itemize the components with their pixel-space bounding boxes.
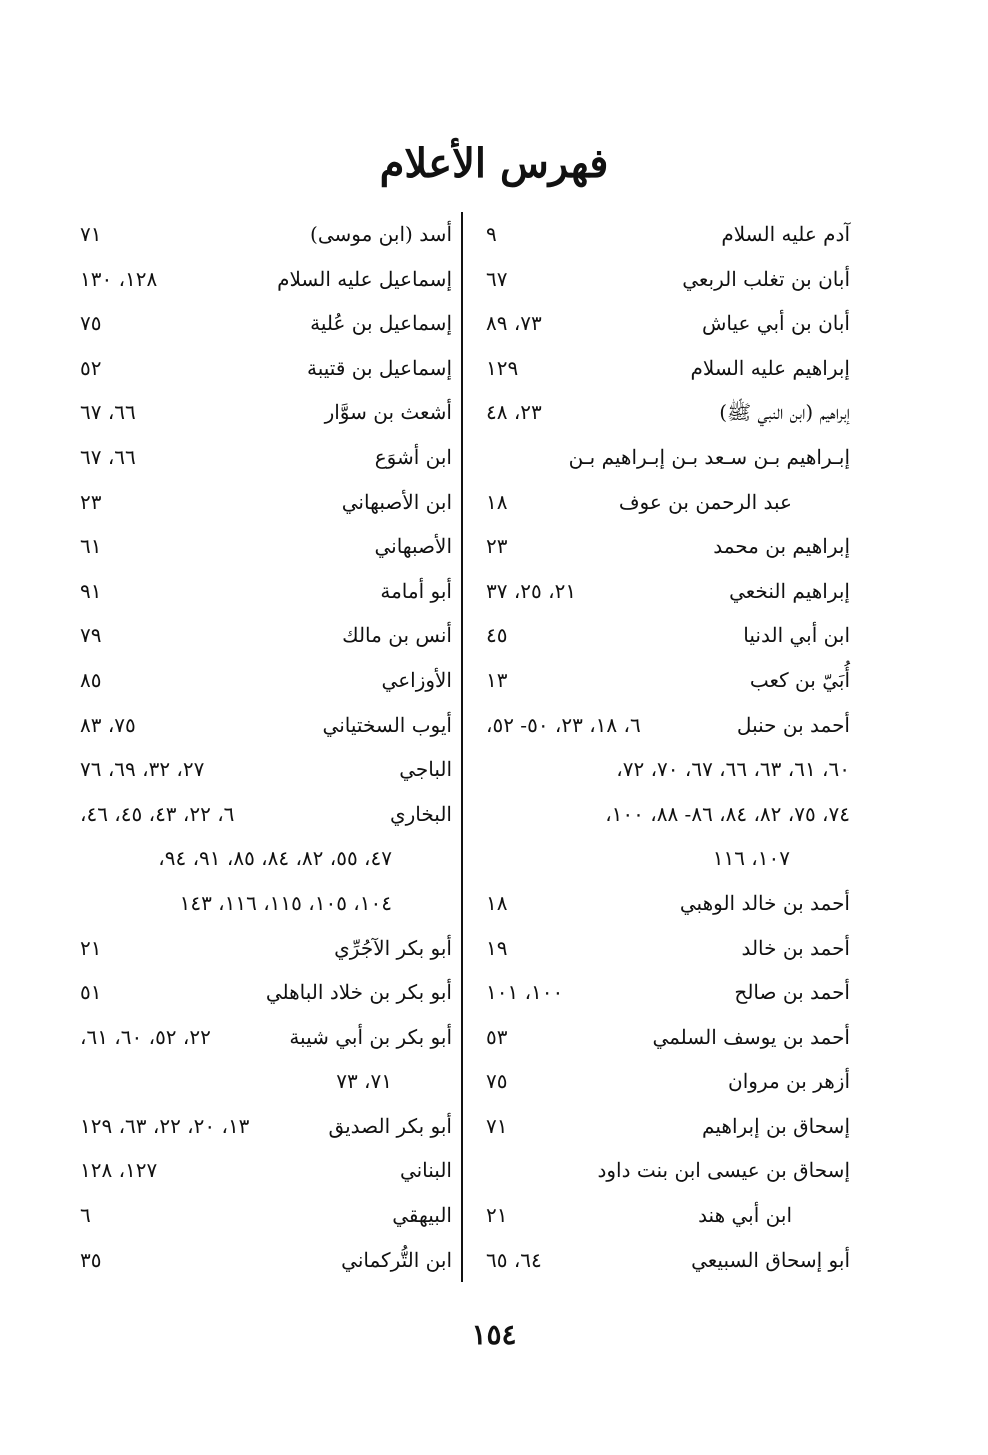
index-entry-continuation: [478, 836, 850, 881]
index-entry: [72, 792, 452, 837]
entry-pages: ٢٣: [486, 534, 508, 559]
entry-pages: ٥٣: [486, 1024, 508, 1049]
entry-pages: ٧٩: [80, 623, 102, 648]
index-entry: [478, 1015, 850, 1060]
entry-name: أبو إسحاق السبيعي: [691, 1247, 850, 1272]
index-entry: [72, 970, 452, 1015]
entry-name: أُبَيّ بن كعب: [749, 667, 850, 692]
entry-pages: ١٢٧، ١٢٨: [80, 1158, 158, 1183]
entry-pages: ٧٣، ٨٩: [486, 311, 542, 336]
index-entry: [72, 390, 452, 435]
index-entry: [72, 747, 452, 792]
index-entry: [72, 569, 452, 614]
index-entry: [478, 301, 850, 346]
entry-name: أبو بكر الآجُرِّي: [334, 935, 452, 960]
entry-name: أبو بكر الصديق: [328, 1113, 452, 1138]
entry-pages: ٢١، ٢٥، ٣٧: [486, 578, 577, 603]
entry-name: أسد (ابن موسى): [310, 222, 452, 246]
index-entry: [72, 257, 452, 302]
page-number: ١٥٤: [471, 1318, 517, 1351]
index-entry: [72, 524, 452, 569]
entry-pages: ٢٢، ٥٢، ٦٠، ٦١،: [80, 1024, 211, 1049]
entry-name: أحمد بن صالح: [734, 980, 850, 1005]
entry-pages: ٨٥: [80, 667, 102, 692]
index-entry: [72, 926, 452, 971]
entry-pages: ٦٤، ٦٥: [486, 1247, 542, 1272]
entry-pages: ٤٧، ٥٥، ٨٢، ٨٤، ٨٥، ٩١، ٩٤،: [158, 846, 392, 871]
index-entry: [478, 881, 850, 926]
entry-pages: ١٣: [486, 667, 508, 692]
index-entry: [72, 346, 452, 391]
entry-pages: ١٩: [486, 935, 508, 960]
entry-pages: ٦، ٢٢، ٤٣، ٤٥، ٤٦،: [80, 801, 235, 826]
index-entry: [72, 1148, 452, 1193]
entry-pages: ٧١: [80, 222, 102, 246]
entry-pages: ١٣، ٢٠، ٢٢، ٦٣، ١٢٩: [80, 1113, 250, 1138]
index-entry: [478, 569, 850, 614]
index-entry-continuation: [72, 881, 452, 926]
entry-name: أحمد بن يوسف السلمي: [652, 1024, 850, 1049]
index-entry: [478, 212, 850, 257]
entry-pages: ١٨: [486, 890, 508, 915]
entry-name: أحمد بن خالد الوهبي: [679, 890, 850, 915]
entry-pages: ٢١: [80, 935, 102, 960]
index-entry: [478, 1059, 850, 1104]
entry-name: ابن أشوَع: [374, 444, 452, 469]
entry-pages: ٧٥، ٨٣: [80, 712, 136, 737]
index-entry: [478, 346, 850, 391]
entry-pages: ٦٦، ٦٧: [80, 400, 136, 425]
index-entry-continuation: [72, 836, 452, 881]
entry-pages: ٧٥: [486, 1069, 508, 1094]
index-entry: [478, 970, 850, 1015]
index-entry: [478, 390, 850, 435]
entry-name: إبـراهيم بـن سـعد بـن إبـراهيم بـن: [568, 444, 850, 469]
entry-name: آدم عليه السلام: [721, 222, 850, 246]
entry-name: الباجي: [399, 757, 452, 782]
entry-pages: ٥٢: [80, 355, 102, 380]
entry-name: عبد الرحمن بن عوف: [618, 489, 792, 514]
index-entry: [478, 658, 850, 703]
index-entry: [72, 1015, 452, 1060]
entry-name: أزهر بن مروان: [728, 1069, 850, 1094]
index-entry: [478, 703, 850, 748]
index-entry: [478, 926, 850, 971]
entry-name: إسحاق بن عيسى ابن بنت داود: [597, 1158, 850, 1183]
entry-name: البناني: [399, 1158, 452, 1183]
entry-name: إسحاق بن إبراهيم: [702, 1113, 850, 1138]
entry-pages: ١٨: [486, 489, 508, 514]
entry-name: أحمد بن خالد: [741, 935, 850, 960]
index-entry: [72, 703, 452, 748]
entry-pages: ٩: [486, 222, 497, 246]
entry-name: البيهقي: [392, 1203, 452, 1228]
entry-name: الأوزاعي: [381, 667, 452, 692]
entry-pages: ٢٣: [80, 489, 102, 514]
entry-pages: ٧١: [486, 1113, 508, 1138]
entry-name: ابن التُّركماني: [341, 1247, 452, 1272]
entry-name: أشعث بن سوَّار: [324, 400, 452, 425]
entry-name: الأصبهاني: [374, 534, 452, 559]
index-entry: [478, 1238, 850, 1283]
index-entry: [72, 480, 452, 525]
entry-name: أبو بكر بن خلاد الباهلي: [265, 980, 452, 1005]
index-entry: [478, 1193, 850, 1238]
entry-name: أبو بكر بن أبي شيبة: [289, 1024, 452, 1049]
index-entry: [478, 480, 850, 525]
entry-pages: ٧١، ٧٣: [336, 1069, 392, 1094]
index-entry: [478, 435, 850, 480]
entry-pages: ٤٥: [486, 623, 508, 648]
index-entry: [72, 1104, 452, 1149]
entry-name: أيوب السختياني: [322, 712, 452, 737]
entry-name: ابن أبي هند: [698, 1203, 792, 1228]
entry-name: إسماعيل بن عُلية: [310, 311, 452, 336]
index-entry: [72, 658, 452, 703]
entry-pages: ١٠٠، ١٠١: [486, 980, 564, 1005]
column-divider: [461, 212, 463, 1282]
index-entry: [478, 257, 850, 302]
index-entry-continuation: [478, 747, 850, 792]
index-entry: [72, 212, 452, 257]
index-entry: [478, 613, 850, 658]
index-entry-continuation: [72, 1059, 452, 1104]
page-title: فهرس الأعلام: [379, 140, 609, 187]
entry-name: إبراهيم النخعي: [729, 578, 850, 603]
index-entry: [478, 1104, 850, 1149]
index-column-left: [72, 212, 452, 1282]
entry-pages: ٧٤، ٧٥، ٨٢، ٨٤، ٨٦- ٨٨، ١٠٠،: [605, 801, 850, 826]
entry-name: إسماعيل عليه السلام: [277, 266, 452, 291]
index-entry: [72, 1193, 452, 1238]
index-entry: [72, 613, 452, 658]
entry-name: إسماعيل بن قتيبة: [307, 355, 452, 380]
entry-pages: ٢٧، ٣٢، ٦٩، ٧٦: [80, 757, 205, 782]
entry-pages: ٥١: [80, 980, 102, 1005]
entry-name: ابن أبي الدنيا: [743, 623, 850, 648]
entry-name: إبراهيم عليه السلام: [690, 355, 850, 380]
entry-pages: ١٢٩: [486, 355, 519, 380]
entry-pages: ١٠٧، ١١٦: [712, 846, 790, 871]
entry-name: البخاري: [389, 801, 452, 826]
index-column-right: [478, 212, 850, 1282]
index-entry: [72, 1238, 452, 1283]
entry-pages: ٢١: [486, 1203, 508, 1228]
index-entry-continuation: [478, 792, 850, 837]
entry-pages: ٦٠، ٦١، ٦٣، ٦٦، ٦٧، ٧٠، ٧٢،: [616, 757, 850, 782]
entry-name: إبراهيم (ابن النبي ﷺ): [719, 400, 850, 425]
index-entry: [72, 301, 452, 346]
entry-name: أبو أمامة: [380, 578, 452, 603]
entry-pages: ٦، ١٨، ٢٣، ٥٠- ٥٢،: [486, 712, 641, 737]
entry-name: إبراهيم بن محمد: [713, 534, 850, 559]
entry-name: أبان بن أبي عياش: [701, 311, 850, 336]
index-entry: [72, 435, 452, 480]
entry-pages: ٦٦، ٦٧: [80, 444, 136, 469]
index-entry: [478, 1148, 850, 1193]
entry-pages: ٦: [80, 1203, 91, 1228]
entry-pages: ١٢٨، ١٣٠: [80, 266, 158, 291]
entry-pages: ١٠٤، ١٠٥، ١١٥، ١١٦، ١٤٣: [179, 890, 392, 915]
index-entry: [478, 524, 850, 569]
entry-name: أحمد بن حنبل: [736, 712, 850, 737]
entry-pages: ٧٥: [80, 311, 102, 336]
entry-pages: ٦١: [80, 534, 102, 559]
entry-pages: ٢٣، ٤٨: [486, 400, 542, 425]
entry-pages: ٣٥: [80, 1247, 102, 1272]
entry-pages: ٩١: [80, 578, 102, 603]
entry-name: أنس بن مالك: [342, 623, 452, 648]
entry-pages: ٦٧: [486, 266, 508, 291]
entry-name: ابن الأصبهاني: [341, 489, 452, 514]
entry-name: أبان بن تغلب الربعي: [682, 266, 850, 291]
